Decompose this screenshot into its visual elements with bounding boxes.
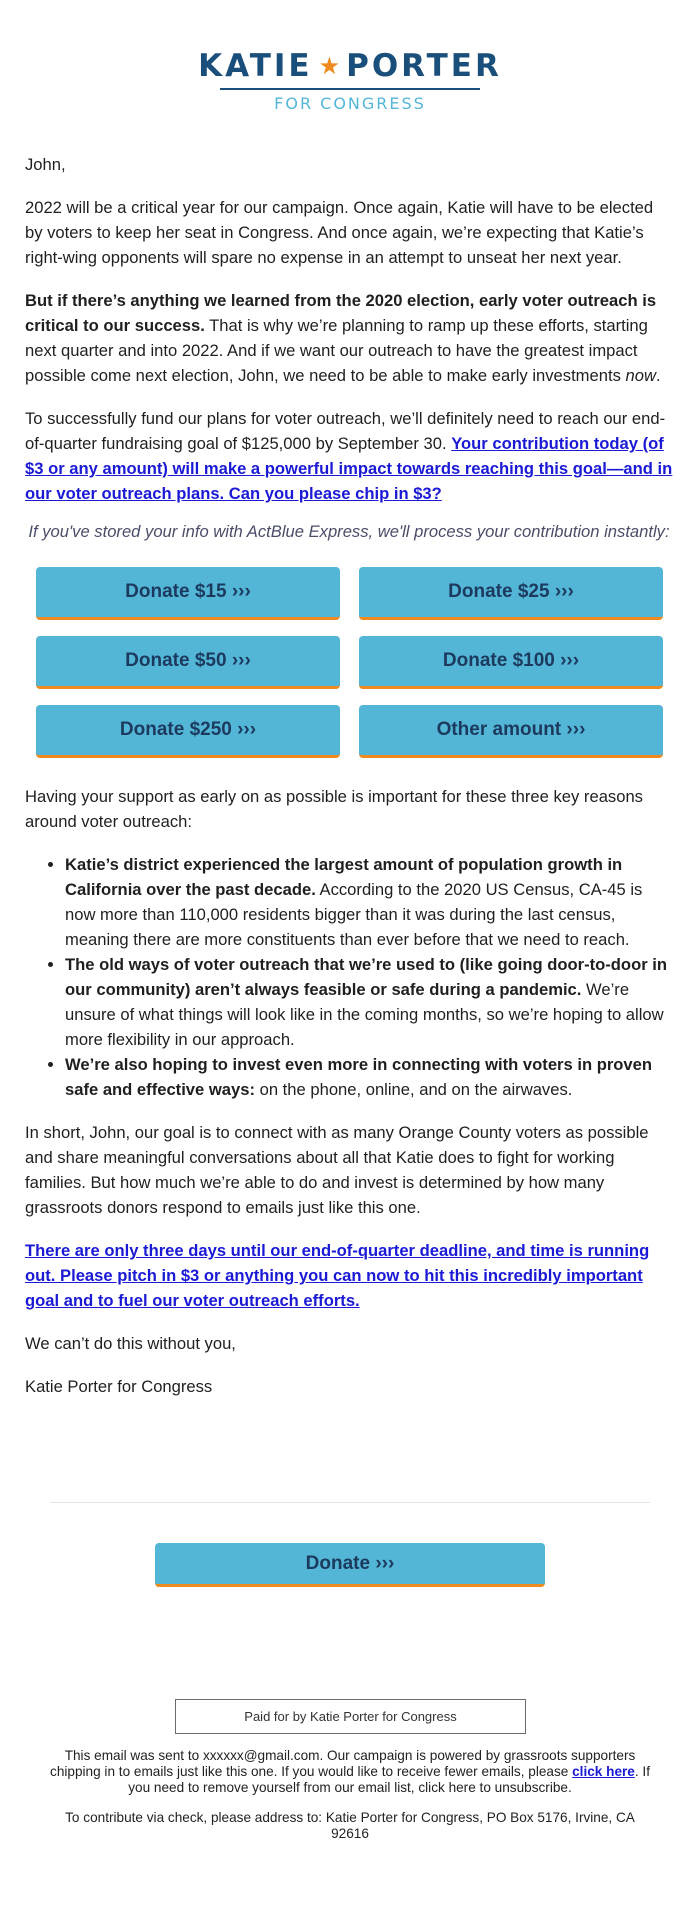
paragraph-fundraising-text: To successfully fund our plans for voter outreach, we’ll definitely need to reach our end-of-quarter fundraising goal of $125,000 by September 30. — [25, 409, 666, 453]
fewer-emails-link[interactable]: click here — [572, 1764, 635, 1779]
closing-line: We can’t do this without you, — [25, 1334, 236, 1353]
paragraph-deadline — [25, 1238, 673, 1313]
logo-rule — [220, 88, 480, 90]
reason-item — [65, 1052, 673, 1102]
logo-subtitle: FOR CONGRESS — [274, 94, 426, 113]
paragraph-in-short: In short, John, our goal is to connect with as many Orange County voters as possible and share meaningful conversations about all that Katie does to fight for working families. But how much we’re able to do and invest is determined by how many grassroots donors respond to emails just like this one. — [25, 1123, 649, 1217]
campaign-logo — [0, 48, 700, 114]
reason-item — [65, 952, 673, 1052]
logo-first-name: KATIE — [198, 48, 313, 84]
logo-wordmark — [198, 48, 502, 84]
donate-50-button[interactable]: Donate $50 ››› — [36, 636, 340, 689]
deadline-link[interactable]: There are only three days until our end-of-quarter deadline, and time is running out. Please pitch in $3 or anything you can now to hit this incredibly important goal and to fuel our voter outreach efforts. — [25, 1241, 650, 1310]
reason-text: on the phone, online, and on the airwaves. — [255, 1080, 573, 1099]
footer-check-address: To contribute via check, please address to: Katie Porter for Congress, PO Box 5176, Irvine, CA 92616 — [65, 1810, 635, 1841]
email-body — [25, 152, 673, 1417]
paragraph-voter-outreach-italic: now — [625, 366, 656, 385]
donate-other-amount-button[interactable]: Other amount ››› — [359, 705, 663, 758]
reasons-list — [25, 852, 673, 1102]
paragraph-voter-outreach-end: . — [655, 366, 661, 385]
paragraph-critical-year: 2022 will be a critical year for our campaign. Once again, Katie will have to be elected by voters to keep her seat in Congress. And once again, we’re expecting that Katie’s right-wing opponents will spare no expense in an attempt to unseat her next year. — [25, 198, 654, 267]
footer-unsubscribe-text: . If you need to remove yourself from our email list, click here to unsubscribe. — [128, 1764, 650, 1795]
contribution-link[interactable]: Your contribution today (of $3 or any amount) will make a powerful impact towards reaching this goal—and in our voter outreach plans. Can you please chip in $3? — [25, 434, 673, 503]
reason-bold: Katie’s district experienced the largest amount of population growth in California over the past decade. — [65, 855, 623, 899]
donate-250-button[interactable]: Donate $250 ››› — [36, 705, 340, 758]
star-icon: ★ — [318, 52, 341, 80]
paragraph-fundraising-goal — [25, 406, 673, 506]
reason-bold: The old ways of voter outreach that we’re used to (like going door-to-door in our community) aren’t always feasible or safe during a pandemic. — [65, 955, 668, 999]
paragraph-voter-outreach-text: That is why we’re planning to ramp up these efforts, starting next quarter and into 2022. And if we want our outreach to have the greatest impact possible come next election, John, we need to be able to make early investments — [25, 316, 648, 385]
reason-bold: We’re also hoping to invest even more in connecting with voters in proven safe and effective ways: — [65, 1055, 653, 1099]
signature: Katie Porter for Congress — [25, 1377, 213, 1396]
footer — [50, 1748, 650, 1856]
donate-button-grid — [36, 567, 673, 758]
divider — [50, 1502, 650, 1503]
donate-25-button[interactable]: Donate $25 ››› — [359, 567, 663, 620]
donate-button[interactable]: Donate ››› — [155, 1543, 545, 1587]
greeting: John, — [25, 155, 66, 174]
logo-last-name: PORTER — [346, 48, 502, 84]
footer-email-notice — [50, 1748, 650, 1796]
footer-sent-text: This email was sent to xxxxxx@gmail.com. Our campaign is powered by grassroots supporters chipping in to emails just like this one. If you would like to receive fewer emails, please — [50, 1748, 636, 1779]
donate-100-button[interactable]: Donate $100 ››› — [359, 636, 663, 689]
reasons-intro: Having your support as early on as possible is important for these three key reasons around voter outreach: — [25, 787, 643, 831]
reason-text: We’re unsure of what things will look like in the coming months, so we’re hoping to allow more flexibility in our approach. — [65, 980, 664, 1049]
paragraph-voter-outreach — [25, 288, 673, 388]
paid-for-disclaimer: Paid for by Katie Porter for Congress — [175, 1699, 526, 1734]
actblue-note: If you've stored your info with ActBlue Express, we'll process your contribution instantly: — [28, 522, 670, 541]
paragraph-voter-outreach-bold: But if there’s anything we learned from the 2020 election, early voter outreach is critical to our success. — [25, 291, 657, 335]
reason-item — [65, 852, 673, 952]
reason-text: According to the 2020 US Census, CA-45 is now more than 110,000 residents bigger than it was during the last census, meaning there are more constituents than ever before that we need to reach. — [65, 880, 643, 949]
donate-15-button[interactable]: Donate $15 ››› — [36, 567, 340, 620]
